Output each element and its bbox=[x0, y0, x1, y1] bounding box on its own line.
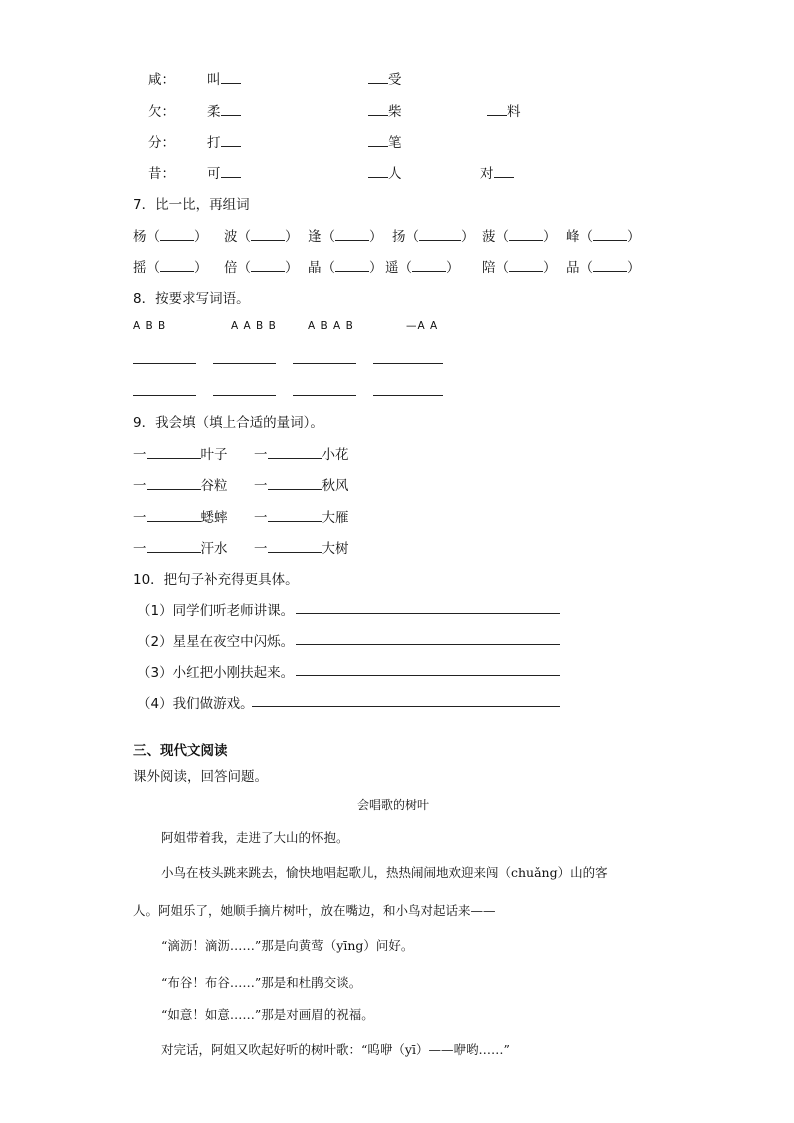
q6-word: 笔 bbox=[368, 131, 402, 151]
answer-line[interactable] bbox=[296, 613, 560, 614]
pattern-label: A B A B bbox=[308, 320, 354, 332]
answer-line[interactable] bbox=[373, 395, 443, 396]
q10-sentence: （2）星星在夜空中闪烁。 bbox=[137, 634, 295, 650]
q6-word: 柴 bbox=[368, 100, 402, 120]
q10-sentence: （4）我们做游戏。 bbox=[137, 696, 254, 712]
answer-line[interactable] bbox=[133, 395, 196, 396]
q7-item: 摇（ ） bbox=[133, 256, 208, 276]
q7-item: 晶（ ） bbox=[308, 256, 383, 276]
q7-item: 峰（ ） bbox=[566, 225, 641, 245]
answer-line[interactable] bbox=[293, 363, 356, 364]
story-paragraph: 对完话，阿姐又吹起好听的树叶歌：“呜咿（yī）——咿哟……” bbox=[161, 1042, 510, 1057]
q10-sentence: （1）同学们听老师讲课。 bbox=[137, 603, 295, 619]
story-paragraph: “布谷！布谷……”那是和杜鹃交谈。 bbox=[161, 975, 362, 990]
q6-char: 咸： bbox=[148, 72, 175, 88]
answer-line[interactable] bbox=[296, 675, 560, 676]
q10-sentence: （3）小红把小刚扶起来。 bbox=[137, 665, 295, 681]
q9-item: 一 秋风 bbox=[254, 474, 349, 494]
q7-title: 7．比一比，再组词 bbox=[133, 197, 250, 213]
q9-item: 一 谷粒 bbox=[133, 474, 228, 494]
q6-word: 可 bbox=[207, 162, 241, 182]
answer-line[interactable] bbox=[296, 644, 560, 645]
q7-item: 遥（ ） bbox=[385, 256, 460, 276]
answer-line[interactable] bbox=[213, 363, 276, 364]
q7-item: 逢（ ） bbox=[308, 225, 383, 245]
answer-line[interactable] bbox=[373, 363, 443, 364]
pattern-label: A A B B bbox=[231, 320, 277, 332]
story-paragraph: “滴沥！滴沥……”那是向黄莺（yīng）问好。 bbox=[161, 938, 414, 953]
section-instruction: 课外阅读，回答问题。 bbox=[133, 769, 268, 785]
answer-line[interactable] bbox=[133, 363, 196, 364]
q6-word: 叫 bbox=[207, 68, 241, 88]
q7-item: 陪（ ） bbox=[482, 256, 557, 276]
q7-item: 品（ ） bbox=[566, 256, 641, 276]
q6-word: 对 bbox=[480, 162, 514, 182]
section-heading: 三、现代文阅读 bbox=[133, 743, 228, 759]
q6-char: 欠： bbox=[148, 104, 175, 120]
q6-word: 料 bbox=[487, 100, 521, 120]
answer-line[interactable] bbox=[213, 395, 276, 396]
q9-item: 一 大树 bbox=[254, 537, 349, 557]
answer-line[interactable] bbox=[293, 395, 356, 396]
answer-line[interactable] bbox=[252, 706, 560, 707]
story-paragraph: 小鸟在枝头跳来跳去，愉快地唱起歌儿，热热闹闹地欢迎来闯（chuǎng）山的客 bbox=[161, 865, 608, 880]
q7-item: 菠（ ） bbox=[482, 225, 557, 245]
story-paragraph: 阿姐带着我，走进了大山的怀抱。 bbox=[161, 830, 349, 845]
q7-item: 倍（ ） bbox=[224, 256, 299, 276]
q6-word: 柔 bbox=[207, 100, 241, 120]
q6-word: 受 bbox=[368, 68, 402, 88]
q9-item: 一 汗水 bbox=[133, 537, 228, 557]
pattern-label: A B B bbox=[133, 320, 167, 332]
q9-title: 9．我会填（填上合适的量词）。 bbox=[133, 415, 324, 431]
q7-item: 杨（ ） bbox=[133, 225, 208, 245]
q6-char: 昔： bbox=[148, 166, 175, 182]
q7-item: 扬（ ） bbox=[392, 225, 475, 245]
q9-item: 一 叶子 bbox=[133, 443, 228, 463]
q10-title: 10．把句子补充得更具体。 bbox=[133, 572, 299, 588]
q6-char: 分： bbox=[148, 135, 175, 151]
q9-item: 一 小花 bbox=[254, 443, 349, 463]
q8-title: 8．按要求写词语。 bbox=[133, 291, 250, 307]
pattern-label: —A A bbox=[406, 320, 439, 332]
story-paragraph: “如意！如意……”那是对画眉的祝福。 bbox=[161, 1007, 374, 1022]
story-title: 会唱歌的树叶 bbox=[357, 798, 430, 812]
q6-word: 打 bbox=[207, 131, 241, 151]
q7-item: 波（ ） bbox=[224, 225, 299, 245]
story-paragraph: 人。阿姐乐了，她顺手摘片树叶，放在嘴边，和小鸟对起话来—— bbox=[133, 903, 496, 918]
q9-item: 一 蟋蟀 bbox=[133, 506, 228, 526]
q9-item: 一 大雁 bbox=[254, 506, 349, 526]
q6-word: 人 bbox=[368, 162, 402, 182]
